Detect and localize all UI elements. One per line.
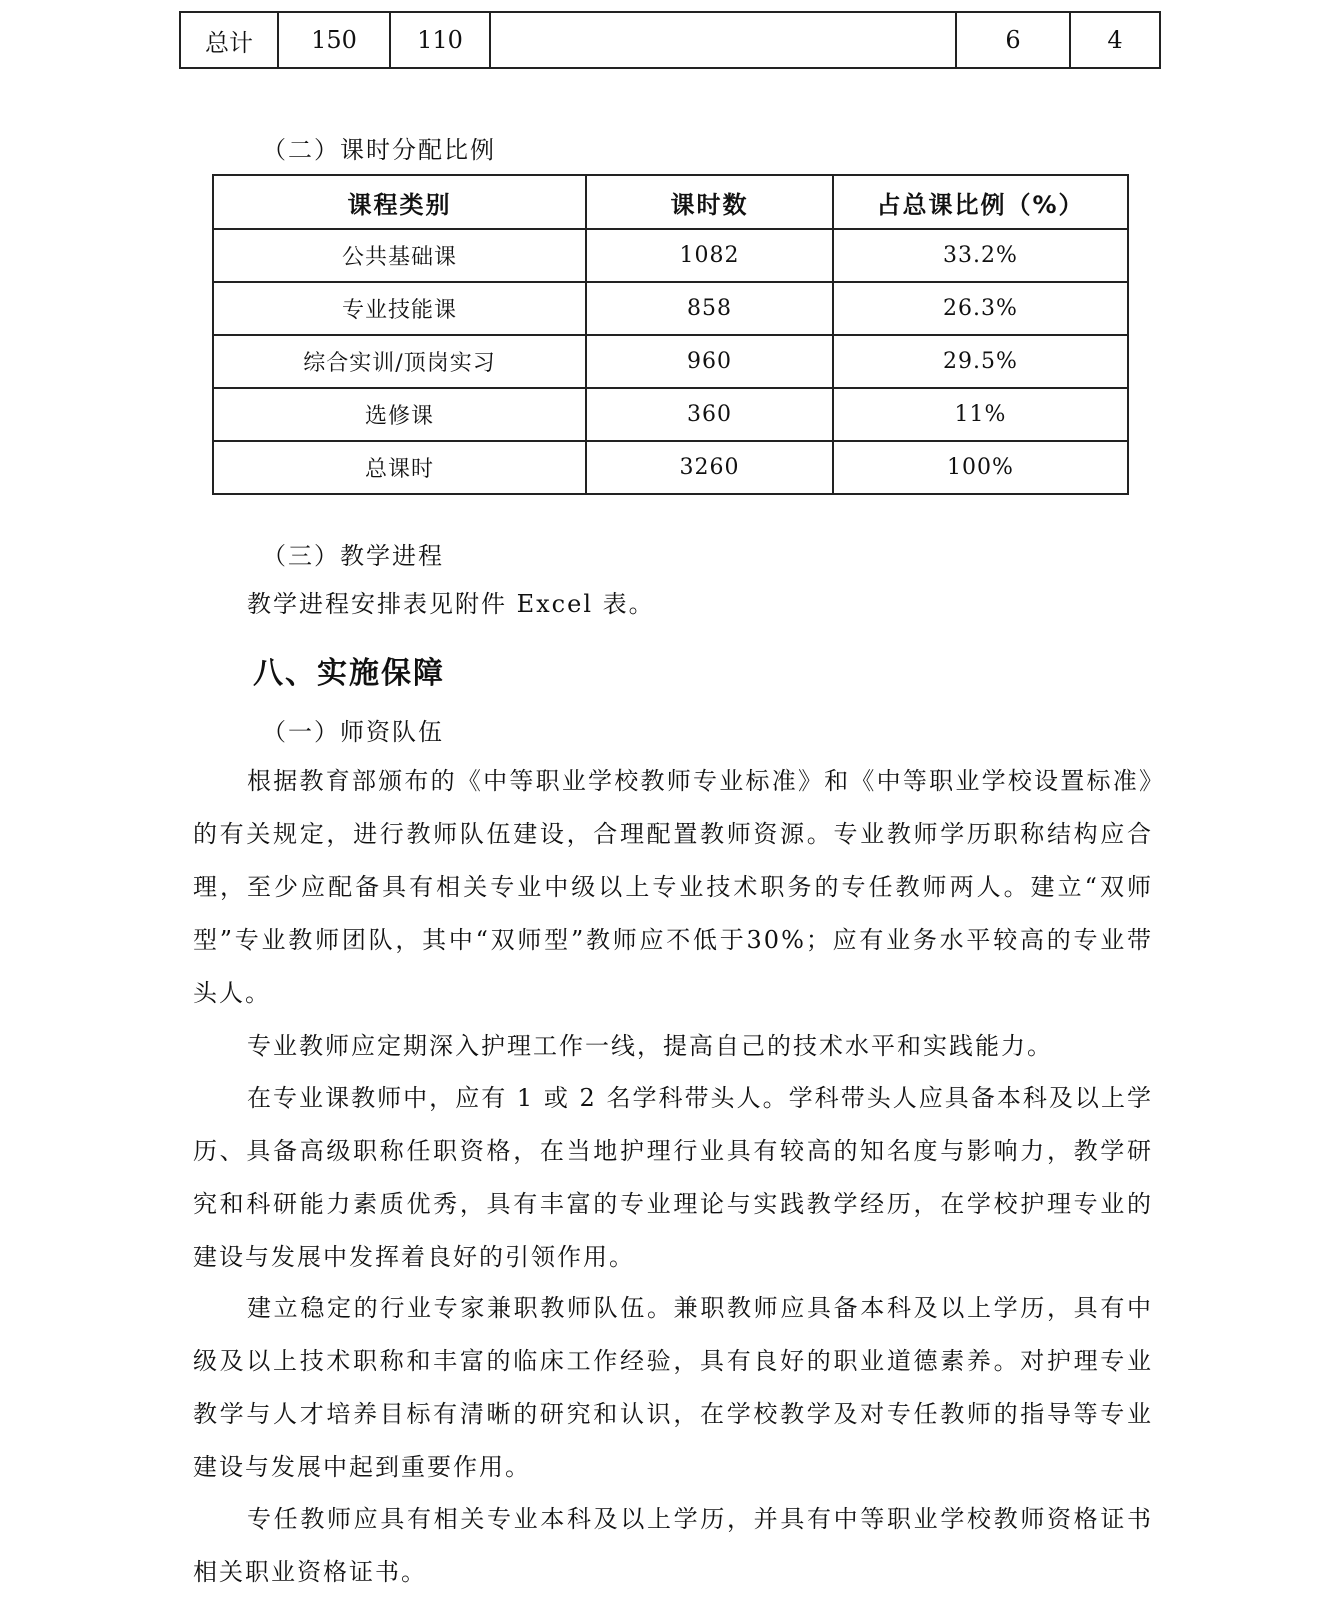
table-cell: 150: [278, 12, 390, 68]
section-heading-faculty: （一）师资队伍: [262, 718, 444, 746]
paragraph: 专业教师应定期深入护理工作一线，提高自己的技术水平和实践能力。: [247, 1032, 1053, 1060]
table-cell: 3260: [586, 441, 833, 494]
section-heading-hours-ratio: （二）课时分配比例: [262, 136, 496, 164]
chapter-heading: 八、实施保障: [253, 656, 445, 691]
table-cell: 110: [390, 12, 490, 68]
paragraph: 建立稳定的行业专家兼职教师队伍。兼职教师应具备本科及以上学历，具有中级及以上技术职称和丰富的临床工作经验，具有良好的职业道德素养。对护理专业教学与人才培养目标有清晰的研究和认识，在学校教学及对专任教师的指导等专业建设与发展中起到重要作用。: [193, 1294, 1153, 1481]
table-cell: 6: [956, 12, 1070, 68]
table-cell: 总计: [180, 12, 278, 68]
table-cell: 11%: [833, 388, 1128, 441]
table-cell: 100%: [833, 441, 1128, 494]
table-cell: 29.5%: [833, 335, 1128, 388]
table-row: [213, 388, 1128, 441]
table-row: [180, 12, 1160, 68]
table-cell: 公共基础课: [213, 229, 586, 282]
column-header: 课程类别: [213, 175, 586, 229]
table-cell: 综合实训/顶岗实习: [213, 335, 586, 388]
table-cell: 4: [1070, 12, 1160, 68]
table-header-row: [213, 175, 1128, 229]
paragraph: 根据教育部颁布的《中等职业学校教师专业标准》和《中等职业学校设置标准》的有关规定，进行教师队伍建设，合理配置教师资源。专业教师学历职称结构应合理，至少应配备具有相关专业中级以上专业技术职务的专任教师两人。建立“双师型”专业教师团队，其中“双师型”教师应不低于30%；应有业务水平较高的专业带头人。: [193, 767, 1153, 1007]
table-cell: 33.2%: [833, 229, 1128, 282]
hours-ratio-table: [212, 174, 1129, 495]
table-cell: 360: [586, 388, 833, 441]
table-row: [213, 335, 1128, 388]
table-row: [213, 282, 1128, 335]
total-row-table: [179, 11, 1161, 69]
column-header: 占总课比例（%）: [833, 175, 1128, 229]
paragraph: 教学进程安排表见附件 Excel 表。: [247, 590, 655, 618]
table-cell: [490, 12, 956, 68]
table-cell: 总课时: [213, 441, 586, 494]
table-row: [213, 229, 1128, 282]
table-cell: 选修课: [213, 388, 586, 441]
table-cell: 专业技能课: [213, 282, 586, 335]
paragraph: 在专业课教师中，应有 1 或 2 名学科带头人。学科带头人应具备本科及以上学历、具备高级职称任职资格，在当地护理行业具有较高的知名度与影响力，教学研究和科研能力素质优秀，具有丰富的专业理论与实践教学经历，在学校护理专业的建设与发展中发挥着良好的引领作用。: [193, 1084, 1153, 1271]
table-cell: 960: [586, 335, 833, 388]
table-cell: 26.3%: [833, 282, 1128, 335]
table-cell: 1082: [586, 229, 833, 282]
column-header: 课时数: [586, 175, 833, 229]
table-row: [213, 441, 1128, 494]
paragraph: 专任教师应具有相关专业本科及以上学历，并具有中等职业学校教师资格证书相关职业资格证书。: [193, 1505, 1153, 1586]
table-cell: 858: [586, 282, 833, 335]
section-heading-teaching-progress: （三）教学进程: [262, 542, 444, 570]
